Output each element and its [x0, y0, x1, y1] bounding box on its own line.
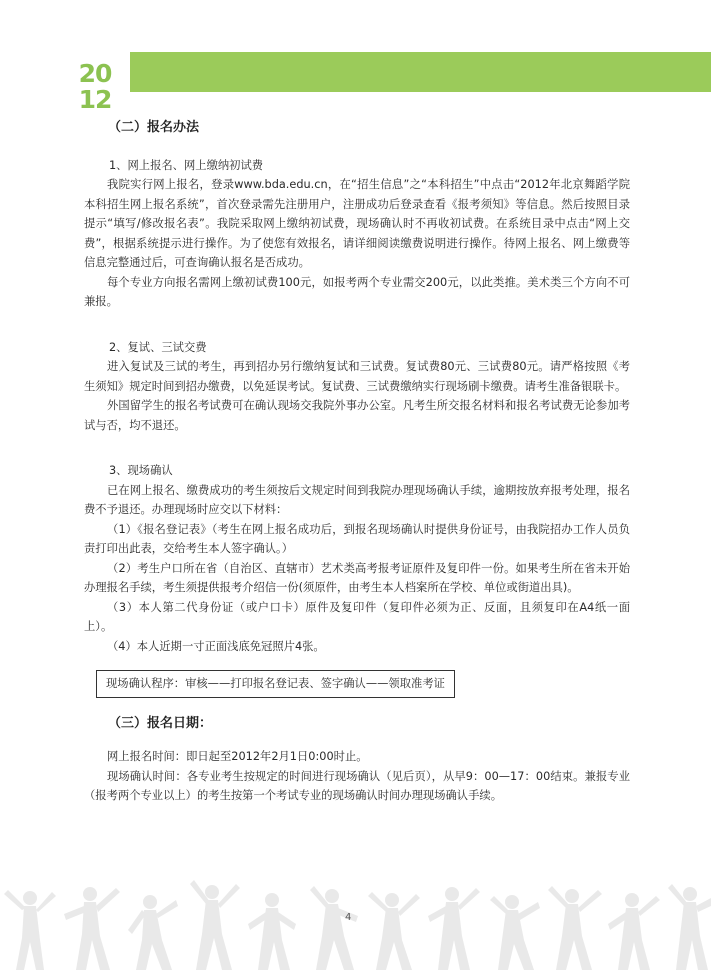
paragraph: 我院实行网上报名，登录www.bda.edu.cn，在“招生信息”之“本科招生”中点击“2012年北京舞蹈学院本科招生网上报名系统”，首次登录需先注册用户，注册成功后登录查看《报考须知》等信息。然后按照目录提示“填写/修改报名表”。我院采取网上缴纳初试费，现场确认时不再收初试费。在系统目录中点击“网上交费”，根据系统提示进行操作。为了使您有效报名，请详细阅读缴费说明进行操作。待网上报名、网上缴费等信息完整通过后，可查询确认报名是否成功。: [84, 178, 630, 269]
subsection-title-retest-fee: 2、复试、三试交费: [109, 340, 207, 354]
paragraph: 每个专业方向报名需网上缴初试费100元，如报考两个专业需交200元，以此类推。美术类三个方向不可兼报。: [84, 275, 630, 308]
section-title-registration-dates: （三）报名日期：: [108, 715, 213, 731]
paragraph: 外国留学生的报名考试费可在确认现场交我院外事办公室。凡考生所交报名材料和报名考试费无论参加考试与否，均不退还。: [84, 399, 630, 432]
paragraph: 进入复试及三试的考生，再到招办另行缴纳复试和三试费。复试费80元、三试费80元。请严格按照《考生须知》规定时间到招办缴费，以免延误考试。复试费、三试费缴纳实行现场刷卡缴费。请考生准备银联卡。: [84, 360, 630, 393]
list-item: （1）《报名登记表》（考生在网上报名成功后，到报名现场确认时提供身份证号，由我院招办工作人员负责打印出此表，交给考生本人签字确认。）: [84, 522, 630, 555]
year-logo: [71, 52, 119, 116]
subsection-title-onsite-confirmation: 3、现场确认: [109, 464, 173, 477]
dancer-silhouettes-decoration: [0, 880, 711, 970]
paragraph: 现场确认时间：各专业考生按规定的时间进行现场确认（见后页），从早9：00—17：00结束。兼报专业（报考两个专业以上）的考生按第一个考试专业的现场确认时间办理现场确认手续。: [84, 769, 630, 802]
document-body: [84, 118, 630, 806]
list-item: （3）本人第二代身份证（或户口卡）原件及复印件（复印件必须为正、反面，且须复印在A4纸一面上）。: [84, 600, 630, 633]
list-item: （4）本人近期一寸正面浅底免冠照片4张。: [107, 639, 325, 653]
paragraph: 网上报名时间：即日起至2012年2月1日0:00时止。: [107, 750, 368, 763]
header-green-bar: [130, 52, 711, 92]
list-item: （2）考生户口所在省（自治区、直辖市）艺术类高考报考证原件及复印件一份。如果考生所在省未开始办理报名手续，考生须提供报考介绍信一份(须原件，由考生本人档案所在学校、单位或街道出具)。: [84, 561, 630, 594]
procedure-box: 现场确认程序：审核——打印报名登记表、签字确认——领取准考证: [96, 670, 455, 698]
year-top-digits: 20: [78, 59, 112, 88]
page-number: 4: [345, 912, 352, 923]
subsection-title-online-registration: 1、网上报名、网上缴纳初试费: [109, 158, 264, 172]
paragraph: 已在网上报名、缴费成功的考生须按后文规定时间到我院办理现场确认手续，逾期按放弃报考处理，报名费不予退还。办理现场时应交以下材料：: [84, 483, 630, 516]
section-title-registration-method: （二）报名办法: [108, 120, 200, 135]
year-bottom-digits: 12: [78, 85, 112, 114]
